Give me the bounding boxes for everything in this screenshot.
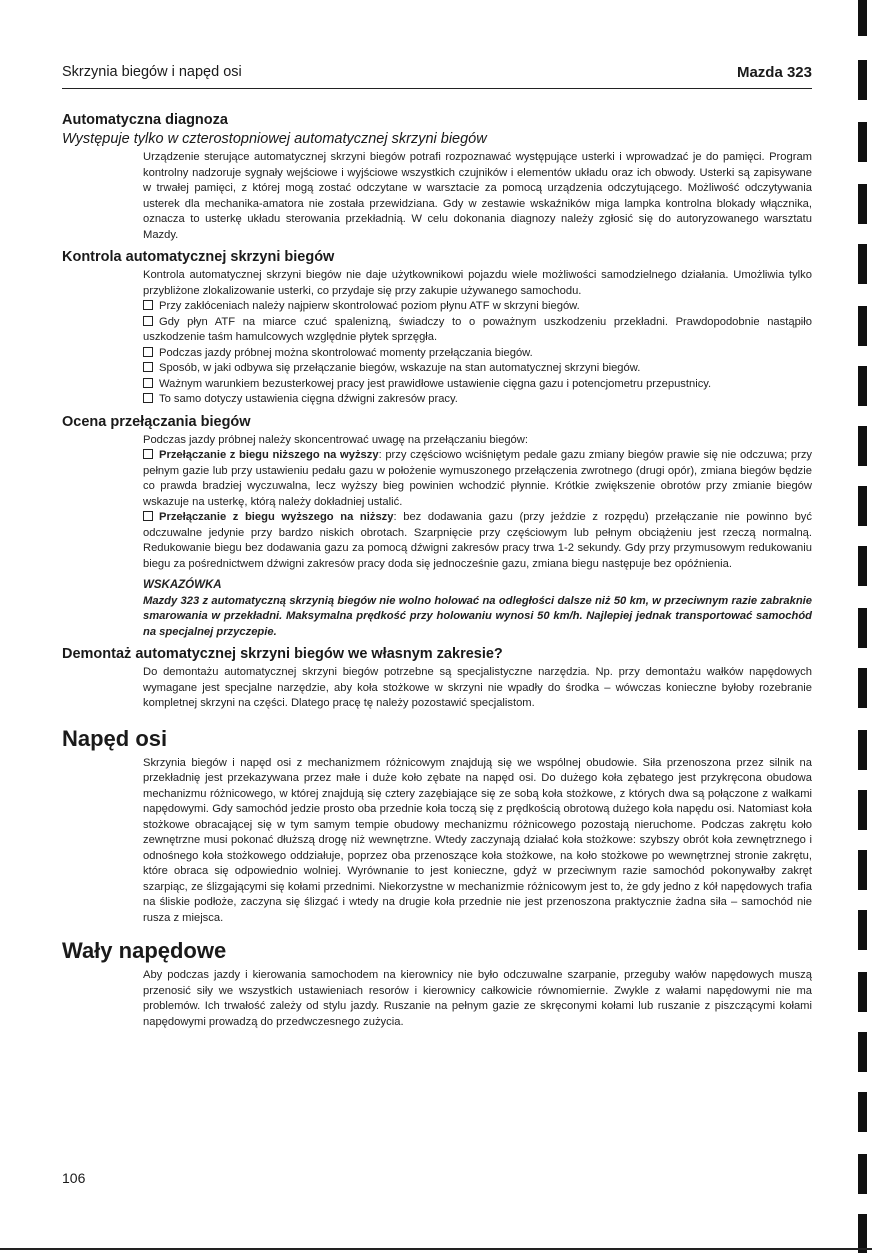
- list-item-text: Przy zakłóceniach należy najpierw skontrolować poziom płynu ATF w skrzyni biegów.: [159, 300, 580, 312]
- list-item-lead: Przełączanie z biegu niższego na wyższy: [159, 449, 379, 461]
- section-diy-removal: [62, 646, 812, 712]
- list-item-text: : bez dodawania gazu (przy jeździe z rozpędu) przełączanie nie powinno być odczuwalne jedynie przy bardzo niskich obrotach. Szarpnięcie przy częściowym lub pełnym obciążeniu jest rzeczą normalną. Redukowanie biegu bez dodawania gazu za pomocą dźwigni zakresów pracy trwa 1-2 sekundy. Gdy przy przymusowym redukowaniu biegu za pośrednictwem dźwigni zakresów pracy doda się jednocześnie gazu, zmiana biegu następuje bez opóźnienia.: [143, 511, 812, 570]
- section-drive-shafts: [62, 938, 812, 1030]
- crop-mark: [858, 730, 867, 770]
- paragraph: Kontrola automatycznej skrzyni biegów nie daje użytkownikowi pojazdu wiele możliwości samodzielnego działania. Umożliwia tylko przybliżone zlokalizowanie usterki, co przydaje się przy zakupie używanego samochodu.: [143, 269, 812, 297]
- section-heading: Napęd osi: [62, 725, 168, 751]
- section-automatic-diagnosis: [62, 112, 812, 243]
- crop-mark: [858, 1032, 867, 1072]
- section-axle-drive: [62, 726, 812, 927]
- list-item: [143, 346, 812, 362]
- crop-mark: [858, 184, 867, 224]
- checkbox-bullet-icon: [143, 347, 153, 357]
- crop-mark: [858, 306, 867, 346]
- crop-mark: [858, 244, 867, 284]
- paragraph: Aby podczas jazdy i kierowania samochodem na kierownicy nie było odczuwalne szarpanie, przeguby wałów napędowych muszą przenosić siły we wszystkich ustawieniach resorów i kierownicy całkowicie równomiernie. Zwykle z wałami napędowymi nie ma problemów. Ich trwałość zależy od stylu jazdy. Ruszanie na pełnym gazie ze skręconymi kołami lub ruszanie z piszczącymi kołami napędowymi prowadzą do przedwczesnego zużycia.: [143, 969, 812, 1028]
- crop-mark: [858, 608, 867, 648]
- checkbox-bullet-icon: [143, 316, 153, 326]
- checkbox-bullet-icon: [143, 511, 153, 521]
- section-subheading: Występuje tylko w czterostopniowej automatycznej skrzyni biegów: [62, 131, 487, 147]
- list-item: [143, 299, 812, 315]
- list-item-text: Sposób, w jaki odbywa się przełączanie biegów, wskazuje na stan automatycznej skrzyni biegów.: [159, 362, 641, 374]
- section-heading: Ocena przełączania biegów: [62, 413, 251, 430]
- section-gearbox-check: [62, 249, 812, 408]
- section-heading: Wały napędowe: [62, 938, 227, 963]
- checkbox-bullet-icon: [143, 393, 153, 403]
- bottom-rule: [0, 1248, 872, 1250]
- crop-mark: [858, 1092, 867, 1132]
- list-item: [143, 377, 812, 393]
- crop-mark: [858, 546, 867, 586]
- section-heading: Kontrola automatycznej skrzyni biegów: [62, 249, 335, 265]
- list-item-text: To samo dotyczy ustawienia cięgna dźwigni zakresów pracy.: [159, 393, 458, 405]
- crop-mark: [858, 972, 867, 1012]
- list-item: [143, 510, 812, 572]
- list-item: [143, 392, 812, 408]
- section-heading: Automatyczna diagnoza: [62, 112, 228, 128]
- crop-mark: [858, 486, 867, 526]
- paragraph: Do demontażu automatycznej skrzyni biegów potrzebne są specjalistyczne narzędzia. Np. przy demontażu wałków napędowych wymagane jest specjalne narzędzie, aby koła stożkowe w skrzyni nie wpadły do środka – wówczas konieczne byłoby rozebranie kompletnej skrzyni na części. Dlatego pracę tę należy pozostawić specjalistom.: [143, 666, 812, 709]
- paragraph: Skrzynia biegów i napęd osi z mechanizmem różnicowym znajdują się we wspólnej obudowie. Siła przenoszona przez silnik na przekładnię jest przekazywana przez małe i duże koło zębate na napęd osi. Do dużego koła zębatego jest przykręcona obudowa mechanizmu różnicowego, w której znajdują się cztery zazębiające się ze sobą koła stożkowe, z których dwa są połączone z wałkami napędowymi. Gdy samochód jedzie prosto oba przednie koła toczą się z prędkością obrotową dużego koła napędu osi. Natomiast koła stożkowe obracającej się w tym samym tempie obudowy mechanizmu różnicowego pozostają nieruchome. Podczas zakrętu koło zewnętrzne musi pokonać dłuższą drogę niż wewnętrzne. Wtedy zaczynają działać koła stożkowe: szybszy obrót koła zewnętrznego i odnośnego koła stożkowego oddziałuje, poprzez oba przenoszące koła stożkowe, na koło stożkowe po wewnętrznej stronie zakrętu, które obraca się odpowiednio wolniej. Wyrównanie to jest konieczne, gdyż w przeciwnym razie samochód pokonywałby zakręt szarpiąc, ze ślizgającymi się kołami przednimi. Niekorzystne w mechanizmie różnicowym jest to, że gdy jedno z kół napędowych trafia na śliskie podłoże, zaczyna się ślizgać i wtedy na drugie koła przednie nie jest przenoszona praktycznie żadna siła – samochód nie rusza z miejsca.: [143, 756, 812, 924]
- list-item-text: Gdy płyn ATF na miarce czuć spalenizną, świadczy to o poważnym uszkodzeniu przekładni. Prawdopodobnie nastąpiło uszkodzenie taśm hamulcowych względnie płytek sprzęgła.: [143, 315, 812, 343]
- list-item-text: : przy częściowo wciśniętym pedale gazu zmiany biegów prawie się nie odczuwa; przy pełnym gazie lub przy ustawieniu pedału gazu w położenie wymuszonego przełączenia zwrotnego (drugi opór), zmiana biegów będzie co prawda bradziej wyczuwalna, lecz wyższy bieg powinien wchodzić płynnie. Krótkie zwiększenie obrotów przy zmianie biegów wskazuje na usterkę, którą należy dokładniej ustalić.: [143, 449, 813, 508]
- checkbox-bullet-icon: [143, 362, 153, 372]
- crop-mark: [858, 910, 867, 950]
- list-item: [143, 315, 812, 346]
- crop-mark: [858, 366, 867, 406]
- checkbox-bullet-icon: [143, 378, 153, 388]
- checkbox-bullet-icon: [143, 449, 153, 459]
- running-header: [62, 62, 812, 89]
- list-item-text: Ważnym warunkiem bezusterkowej pracy jest prawidłowe ustawienie cięgna gazu i potencjometru przepustnicy.: [159, 377, 712, 390]
- crop-mark: [858, 1154, 867, 1194]
- crop-mark: [858, 790, 867, 830]
- checkbox-bullet-icon: [143, 300, 153, 310]
- page-number: 106: [62, 1170, 86, 1186]
- section-shift-evaluation: [62, 414, 812, 641]
- note-title: WSKAZÓWKA: [143, 579, 222, 591]
- crop-marks: [858, 0, 872, 1253]
- list-item-text: Podczas jazdy próbnej można skontrolować momenty przełączania biegów.: [159, 346, 533, 359]
- content: [62, 112, 812, 1036]
- section-heading: Demontaż automatycznej skrzyni biegów we własnym zakresie?: [62, 646, 503, 662]
- note-text: Mazdy 323 z automatyczną skrzynią biegów nie wolno holować na odległości dalsze niż 50 km, w przeciwnym razie zabraknie smarowania w przekładni. Maksymalna prędkość przy holowaniu wynosi 50 km/h. Najlepiej jednak transportować samochód na specjalnej przyczepie.: [143, 594, 812, 638]
- crop-mark: [858, 850, 867, 890]
- crop-mark: [858, 60, 867, 100]
- header-chapter-title: Skrzynia biegów i napęd osi: [62, 64, 242, 80]
- paragraph: Urządzenie sterujące automatycznej skrzyni biegów potrafi rozpoznawać występujące usterki i wprowadzać je do pamięci. Program kontrolny nadzoruje sygnały wejściowe i wyjściowe wszystkich czujników i elementów układu oraz ich obwody. Usterki są zapisywane w trwałej pamięci, z której mogą zostać odczytane w warsztacie za pomocą urządzenia odczytującego. Możliwość odczytywania usterek dla mechanika-amatora nie została przewidziana. Gdy w zestawie wskaźników miga lampka kontrolna blokady włącznika, oznacza to usterkę układu sterowania przekładnią. W celu dokonania diagnozy należy zgłosić się do autoryzowanego warsztatu Mazdy.: [143, 151, 812, 241]
- section-body: [143, 268, 812, 408]
- list-item: [143, 448, 812, 510]
- crop-mark: [858, 668, 867, 708]
- crop-mark: [858, 0, 867, 36]
- section-body: [143, 433, 812, 641]
- crop-mark: [858, 122, 867, 162]
- crop-mark: [858, 426, 867, 466]
- header-model: Mazda 323: [736, 64, 812, 81]
- paragraph: Podczas jazdy próbnej należy skoncentrować uwagę na przełączaniu biegów:: [143, 433, 528, 446]
- list-item-lead: Przełączanie z biegu wyższego na niższy: [159, 511, 394, 523]
- list-item: [143, 361, 812, 377]
